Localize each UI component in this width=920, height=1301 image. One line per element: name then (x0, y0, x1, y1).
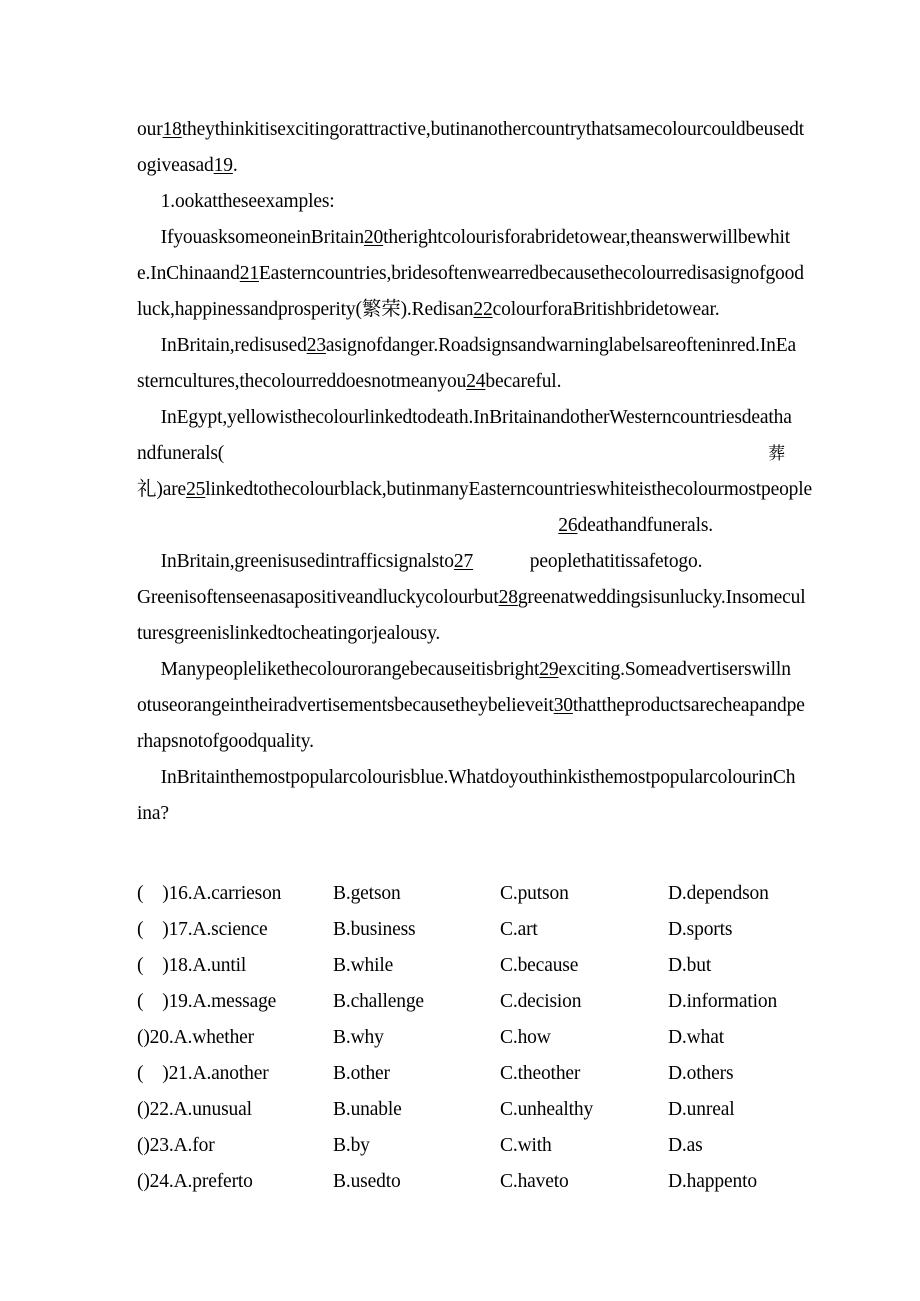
passage-line (137, 508, 785, 544)
passage-text: IfyouasksomeoneinBritain (160, 227, 364, 248)
passage-text: peoplethatitissafetogo. (473, 551, 703, 572)
question-row (137, 984, 837, 1020)
passage-line (137, 652, 791, 688)
question-options-list (137, 876, 837, 1200)
answer-bracket-and-number[interactable]: ( )17.A.science (137, 919, 268, 940)
blank-number: 27 (453, 551, 474, 572)
option-choice-d[interactable]: D.dependson (668, 883, 769, 904)
passage-line (137, 112, 805, 148)
passage-line (137, 436, 785, 472)
passage-text: deathandfunerals. (577, 515, 713, 536)
passage-text: InBritainthemostpopularcolourisblue.WhatdoyouthinkisthemostpopularcolourinCh (160, 767, 796, 788)
option-choice-c[interactable]: C.because (500, 955, 579, 976)
blank-number: 28 (498, 587, 518, 608)
answer-bracket-and-number[interactable]: ()20.A.whether (137, 1027, 255, 1048)
option-choice-b[interactable]: B.while (333, 955, 394, 976)
option-choice-d[interactable]: D.but (668, 955, 712, 976)
blank-number: 19 (213, 155, 233, 176)
passage-text: e.InChinaand (137, 263, 240, 284)
option-choice-b[interactable]: B.unable (333, 1099, 402, 1120)
answer-bracket-and-number[interactable]: ( )19.A.message (137, 991, 277, 1012)
answer-bracket-and-number[interactable]: ( )18.A.until (137, 955, 247, 976)
question-row (137, 1092, 837, 1128)
option-choice-b[interactable]: B.by (333, 1135, 370, 1156)
passage-text: becareful. (485, 371, 562, 392)
option-choice-b[interactable]: B.challenge (333, 991, 424, 1012)
passage-line (137, 796, 785, 832)
blank-number: 21 (239, 263, 259, 284)
question-row (137, 948, 837, 984)
paragraph-indent (137, 767, 161, 788)
passage-line (137, 724, 785, 760)
option-choice-c[interactable]: C.decision (500, 991, 582, 1012)
passage-line (137, 292, 785, 328)
passage-text: sterncultures,thecolourreddoesnotmeanyou (137, 371, 467, 392)
passage-line (137, 580, 806, 616)
blank-number: 26 (558, 515, 578, 536)
option-choice-d[interactable]: D.what (668, 1027, 724, 1048)
passage-text: . (232, 155, 238, 176)
passage-line (137, 616, 785, 652)
blank-number: 23 (306, 335, 326, 356)
passage-line (137, 688, 805, 724)
option-choice-d[interactable]: D.as (668, 1135, 703, 1156)
answer-bracket-and-number[interactable]: ( )21.A.another (137, 1063, 269, 1084)
paragraph-indent (137, 227, 161, 248)
passage-text: ogiveasad (137, 155, 214, 176)
passage-text: linkedtothecolourblack,butinmanyEasterncountrieswhiteisthecolourmostpeople (205, 479, 813, 500)
option-choice-b[interactable]: B.business (333, 919, 416, 940)
question-row (137, 1164, 837, 1200)
passage-text: greenatweddingsisunlucky.Insomecul (517, 587, 806, 608)
passage-line (137, 472, 813, 508)
passage-line (137, 220, 791, 256)
passage-line (137, 364, 785, 400)
passage-line (137, 148, 785, 184)
blank-number: 20 (363, 227, 384, 248)
passage-text: asignofdanger.Roadsignsandwarninglabelsareofteninred.InEa (325, 335, 797, 356)
chinese-gloss-char: 葬 (768, 444, 785, 464)
passage-line (137, 400, 792, 436)
option-choice-c[interactable]: C.putson (500, 883, 569, 904)
option-choice-d[interactable]: D.unreal (668, 1099, 735, 1120)
passage-line (137, 328, 797, 364)
blank-number: 29 (539, 659, 559, 680)
paragraph-indent (137, 191, 161, 212)
option-choice-d[interactable]: D.sports (668, 919, 733, 940)
blank-number: 25 (186, 479, 206, 500)
passage-text: ndfunerals( (137, 443, 225, 464)
option-choice-c[interactable]: C.art (500, 919, 538, 940)
option-choice-d[interactable]: D.information (668, 991, 778, 1012)
option-choice-b[interactable]: B.getson (333, 883, 401, 904)
passage-text: InBritain,redisused (160, 335, 307, 356)
passage-text: 礼)are (137, 479, 187, 500)
question-row (137, 1020, 837, 1056)
question-row (137, 1056, 837, 1092)
option-choice-d[interactable]: D.happento (668, 1171, 757, 1192)
option-choice-c[interactable]: C.how (500, 1027, 551, 1048)
blank-number: 18 (162, 119, 182, 140)
option-choice-c[interactable]: C.unhealthy (500, 1099, 594, 1120)
passage-text: otuseorangeintheiradvertisementsbecausetheybelieveit (137, 695, 554, 716)
passage-text: theythinkitisexcitingorattractive,butinanothercountrythatsamecolourcouldbeusedt (181, 119, 805, 140)
question-row (137, 876, 837, 912)
answer-bracket-and-number[interactable]: ()24.A.preferto (137, 1171, 253, 1192)
passage-text: colourforaBritishbridetowear. (492, 299, 720, 320)
passage-text: rhapsnotofgoodquality. (137, 731, 314, 752)
paragraph-indent (137, 407, 161, 428)
passage-text: Greenisoftenseenasapositiveandluckycolourbut (137, 587, 499, 608)
passage-text: 1.ookattheseexamples: (160, 191, 335, 212)
passage-line (137, 544, 785, 580)
option-choice-b[interactable]: B.usedto (333, 1171, 401, 1192)
paragraph-indent (137, 551, 161, 572)
answer-bracket-and-number[interactable]: ()22.A.unusual (137, 1099, 252, 1120)
passage-text: turesgreenislinkedtocheatingorjealousy. (137, 623, 441, 644)
blank-number: 30 (553, 695, 573, 716)
question-row (137, 1128, 837, 1164)
passage-line (137, 256, 804, 292)
passage-line (137, 760, 796, 796)
answer-bracket-and-number[interactable]: ()23.A.for (137, 1135, 215, 1156)
option-choice-b[interactable]: B.other (333, 1063, 390, 1084)
option-choice-c[interactable]: C.haveto (500, 1171, 569, 1192)
option-choice-c[interactable]: C.theother (500, 1063, 581, 1084)
passage-body (137, 112, 813, 832)
passage-text: luck,happinessandprosperity(繁荣).Redisan (137, 299, 474, 320)
passage-text: InBritain,greenisusedintrafficsignalsto (160, 551, 454, 572)
passage-text: ina? (137, 803, 169, 824)
passage-text: our (137, 119, 163, 140)
blank-number: 22 (473, 299, 493, 320)
paragraph-indent (137, 335, 161, 356)
answer-bracket-and-number[interactable]: ( )16.A.carrieson (137, 883, 282, 904)
passage-text: therightcolourisforabridetowear,theanswerwillbewhit (383, 227, 791, 248)
blank-number: 24 (466, 371, 486, 392)
passage-text: InEgypt,yellowisthecolourlinkedtodeath.InBritainandotherWesterncountriesdeatha (160, 407, 792, 428)
passage-text: exciting.Someadvertiserswilln (558, 659, 791, 680)
passage-line (137, 184, 785, 220)
question-row (137, 912, 837, 948)
passage-text: Easterncountries,bridesoftenwearredbecausethecolourredisasignofgood (258, 263, 804, 284)
option-choice-b[interactable]: B.why (333, 1027, 384, 1048)
passage-text: thattheproductsarecheapandpe (572, 695, 805, 716)
paragraph-indent (137, 659, 161, 680)
passage-text: Manypeoplelikethecolourorangebecauseitisbright (160, 659, 540, 680)
option-choice-d[interactable]: D.others (668, 1063, 734, 1084)
option-choice-c[interactable]: C.with (500, 1135, 552, 1156)
